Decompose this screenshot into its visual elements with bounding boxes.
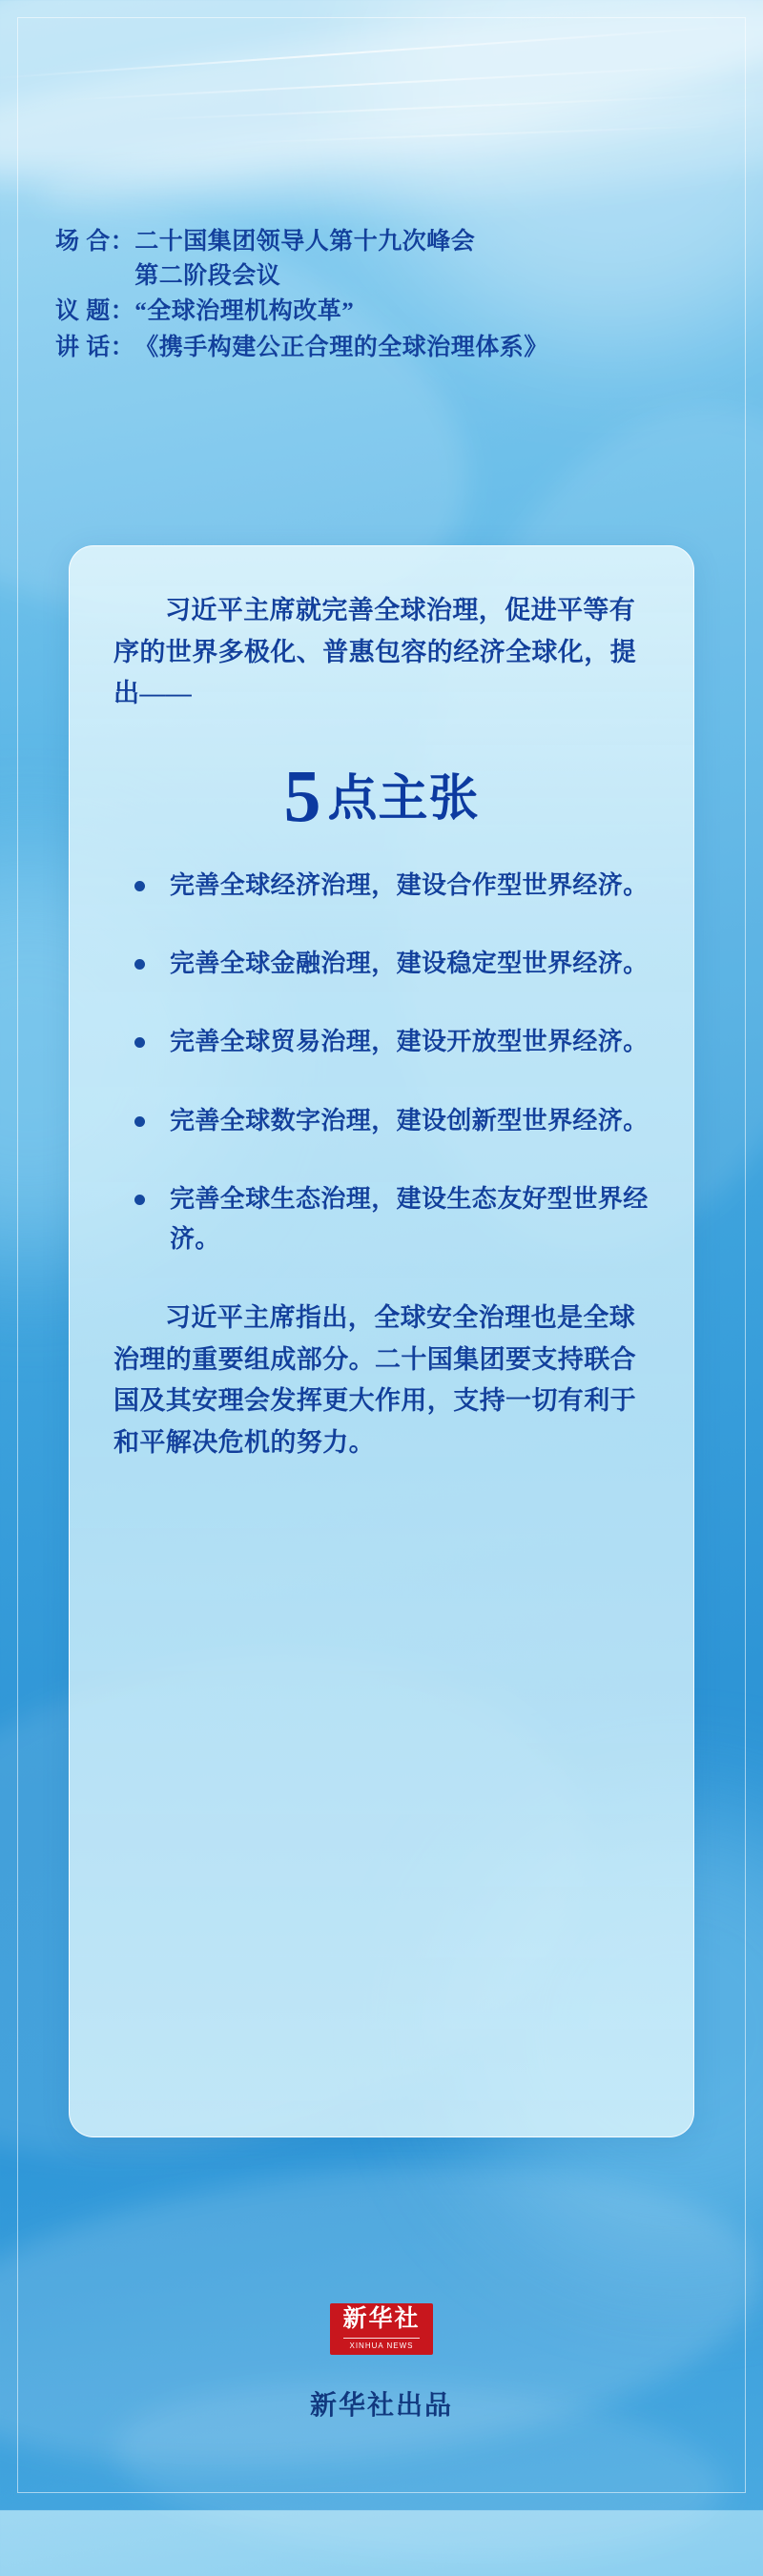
meta-value-occasion-line1: 二十国集团领导人第十九次峰会 bbox=[134, 229, 476, 255]
list-item bbox=[113, 866, 650, 906]
meta-value-occasion-line2: 第二阶段会议 bbox=[134, 262, 281, 289]
background-swoosh bbox=[36, 77, 763, 237]
background-swoosh bbox=[0, 0, 763, 231]
list-item bbox=[113, 944, 650, 984]
meta-block bbox=[55, 225, 725, 366]
logo-english-text: XINHUA NEWS bbox=[349, 2341, 414, 2350]
meta-label-occasion: 场 合： bbox=[55, 229, 135, 255]
meta-row-occasion bbox=[55, 225, 725, 293]
footer bbox=[0, 2303, 763, 2423]
footer-credit: 新华社出品 bbox=[309, 2391, 453, 2421]
bullet-dot-icon bbox=[134, 1116, 145, 1127]
intro-paragraph: 习近平主席就完善全球治理，促进平等有序的世界多极化、普惠包容的经济全球化，提出—— bbox=[113, 596, 636, 708]
content-card bbox=[69, 545, 694, 2137]
meta-label-speech: 讲 话： bbox=[55, 334, 135, 360]
headline-number: 5 bbox=[283, 754, 322, 838]
points-list bbox=[113, 866, 650, 1259]
meta-value-speech: 《携手构建公正合理的全球治理体系》 bbox=[134, 334, 548, 360]
list-item bbox=[113, 1022, 650, 1062]
xinhua-logo-icon bbox=[330, 2303, 433, 2355]
background-streak bbox=[0, 26, 733, 79]
bullet-dot-icon bbox=[134, 959, 145, 970]
logo-divider bbox=[343, 2338, 420, 2339]
background-streak bbox=[134, 94, 725, 121]
headline-text: 点主张 bbox=[327, 772, 480, 828]
meta-label-topic: 议 题： bbox=[55, 298, 135, 324]
list-item bbox=[113, 1179, 650, 1259]
list-item bbox=[113, 1101, 650, 1141]
meta-row-speech bbox=[55, 331, 725, 365]
meta-value-topic: “全球治理机构改革” bbox=[134, 298, 355, 324]
point-text: 完善全球数字治理，建设创新型世界经济。 bbox=[170, 1106, 649, 1135]
background-streak bbox=[229, 125, 725, 144]
bullet-dot-icon bbox=[134, 881, 145, 891]
point-text: 完善全球金融治理，建设稳定型世界经济。 bbox=[170, 950, 649, 978]
background-swoosh bbox=[0, 0, 763, 235]
bullet-dot-icon bbox=[134, 1037, 145, 1048]
bullet-dot-icon bbox=[134, 1195, 145, 1205]
meta-value-occasion bbox=[134, 225, 725, 293]
background-streak bbox=[57, 65, 724, 102]
meta-row-topic bbox=[55, 295, 725, 329]
point-text: 完善全球生态治理，建设生态友好型世界经济。 bbox=[170, 1184, 649, 1253]
logo-chinese-text: 新华社 bbox=[342, 2306, 421, 2332]
point-text: 完善全球贸易治理，建设开放型世界经济。 bbox=[170, 1028, 649, 1056]
headline bbox=[113, 754, 650, 838]
point-text: 完善全球经济治理，建设合作型世界经济。 bbox=[170, 871, 649, 900]
closing-paragraph: 习近平主席指出，全球安全治理也是全球治理的重要组成部分。二十国集团要支持联合国及其安理会发挥更大作用，支持一切有利于和平解决危机的努力。 bbox=[113, 1302, 636, 1458]
